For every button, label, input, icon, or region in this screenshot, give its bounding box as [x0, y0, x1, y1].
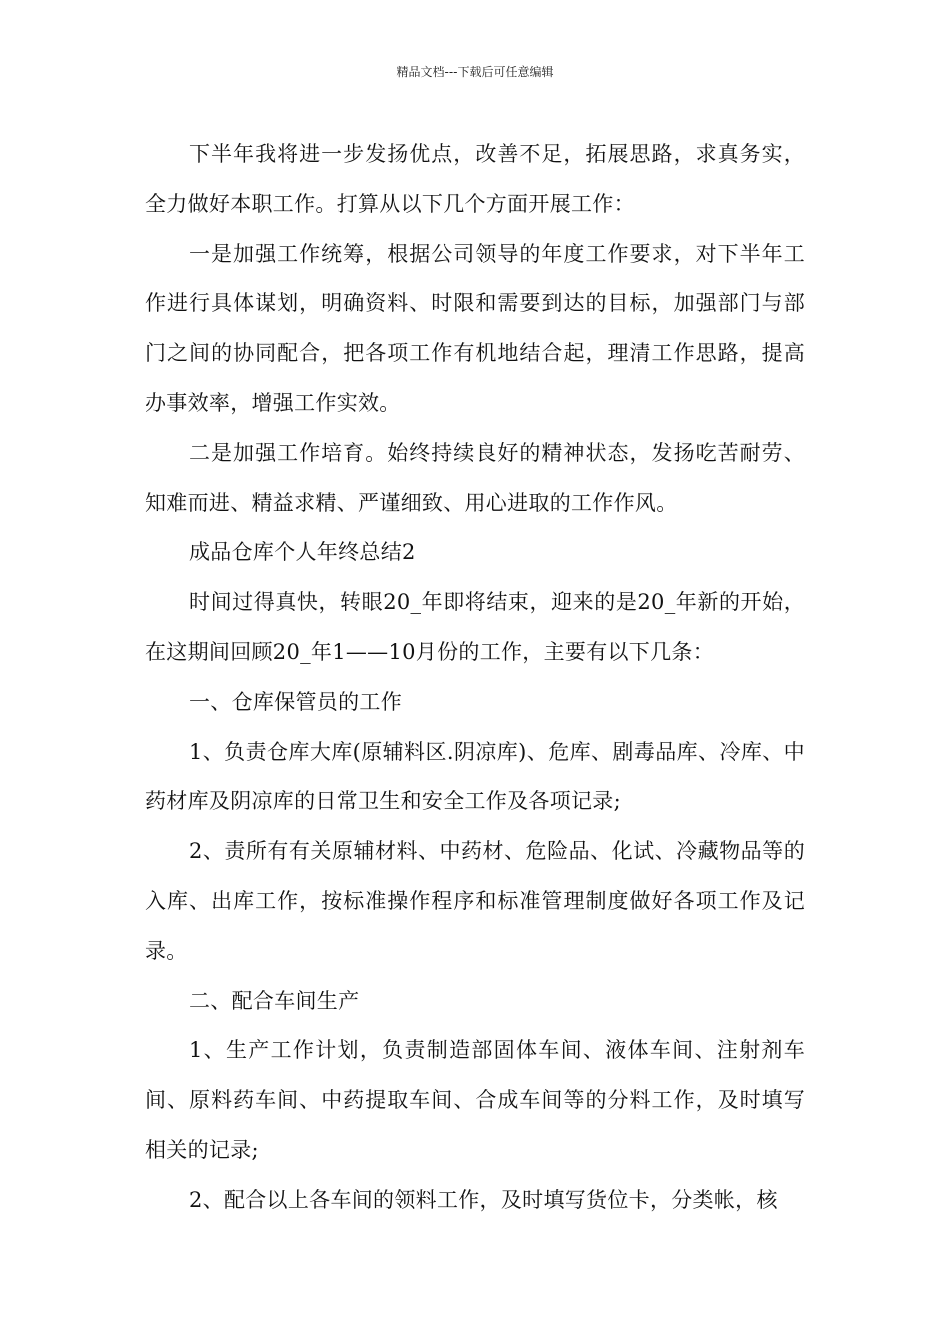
list-item: 1、生产工作计划，负责制造部固体车间、液体车间、注射剂车间、原料药车间、中药提取车间、合成车间等的分料工作，及时填写相关的记录;: [145, 1038, 805, 1162]
list-item: 2、责所有有关原辅材料、中药材、危险品、化试、冷藏物品等的入库、出库工作，按标准操作程序和标准管理制度做好各项工作及记录。: [145, 839, 805, 963]
paragraph: 下半年我将进一步发扬优点，改善不足，拓展思路，求真务实，全力做好本职工作。打算从以下几个方面开展工作：: [145, 142, 805, 216]
paragraph: 时间过得真快，转眼20_年即将结束，迎来的是20_年新的开始，在这期间回顾20_年1——10月份的工作，主要有以下几条：: [145, 590, 805, 664]
section-heading: 一、仓库保管员的工作: [189, 689, 402, 714]
document-body: [145, 130, 805, 1226]
paragraph: 二是加强工作培育。始终持续良好的精神状态，发扬吃苦耐劳、知难而进、精益求精、严谨细致、用心进取的工作作风。: [145, 440, 805, 515]
list-item: 2、配合以上各车间的领料工作，及时填写货位卡，分类帐，核: [189, 1187, 778, 1212]
paragraph: 一是加强工作统筹，根据公司领导的年度工作要求，对下半年工作进行具体谋划，明确资料、时限和需要到达的目标，加强部门与部门之间的协同配合，把各项工作有机地结合起，理清工作思路，提高办事效率，增强工作实效。: [145, 241, 805, 415]
list-item: 1、负责仓库大库(原辅料区.阴凉库)、危库、剧毒品库、冷库、中药材库及阴凉库的日常卫生和安全工作及各项记录;: [145, 739, 805, 814]
section-title: 成品仓库个人年终总结2: [189, 540, 416, 565]
section-heading: 二、配合车间生产: [189, 988, 360, 1013]
page-header: 精品文档---下载后可任意编辑: [396, 65, 554, 79]
